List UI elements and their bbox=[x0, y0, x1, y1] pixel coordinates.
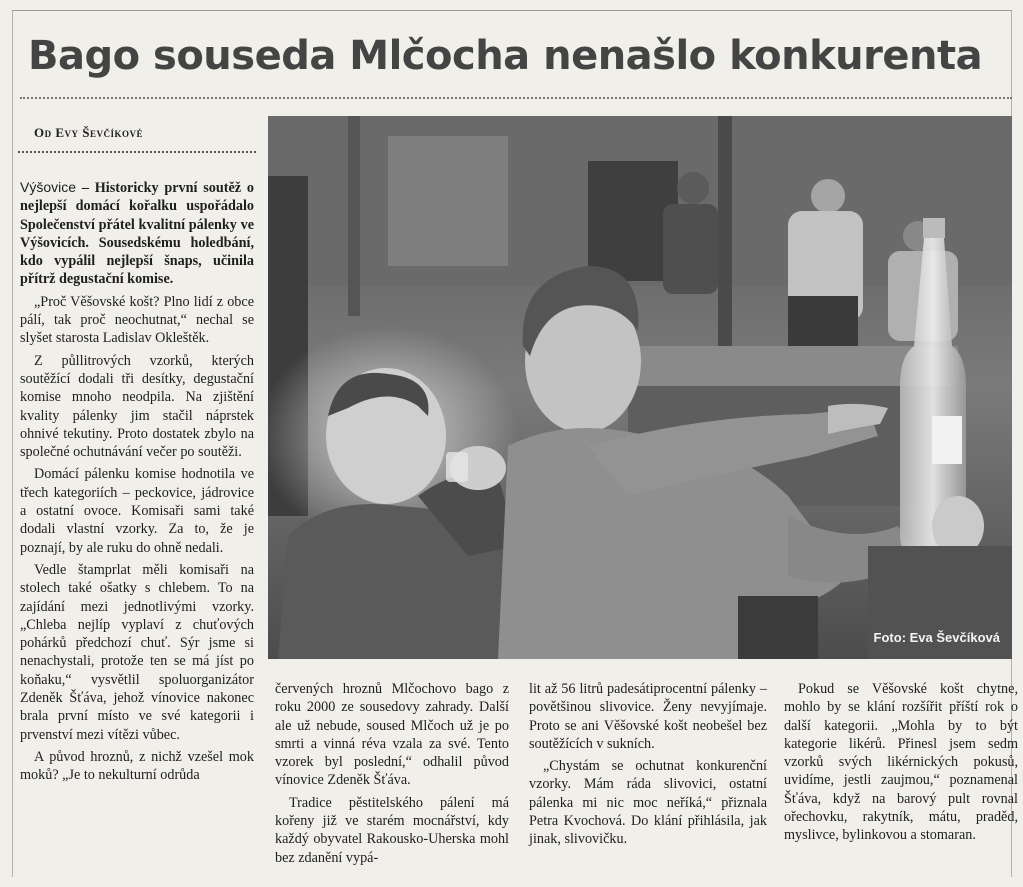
photo-illustration bbox=[268, 116, 1012, 659]
paragraph: Z půllitrových vzorků, kterých soutěžící dodali tři desítky, degustační komise mnoho neodpila. Na zjištění kvality pálenky jim stačil náprstek ohnivé tekutiny. Proto dostatek zbylo na společné ochutnávání večer po soutěži. bbox=[20, 352, 254, 461]
byline: Od Evy Ševčíkové bbox=[34, 125, 144, 140]
byline-rule bbox=[18, 151, 256, 153]
article-column-2 bbox=[275, 680, 509, 871]
paragraph: „Chystám se ochutnat konkurenční vzorky. Mám ráda slivovici, ostatní pálenka mi nic moc neříká,“ přiznala Petra Kvochová. Do klání přihlásila, jak jinak, slivovičku. bbox=[529, 758, 767, 848]
article-column-1 bbox=[20, 178, 254, 789]
photo-credit: Foto: Eva Ševčíková bbox=[873, 630, 1000, 645]
paragraph: Tradice pěstitelského pálení má kořeny již ve starém mocnářství, kdy každý obyvatel Rakousko-Uherska mohl bez zdanění vypá- bbox=[275, 794, 509, 866]
paragraph: „Proč Věšovské košt? Plno lidí z obce pálí, tak proč neochutnat,“ nechal se slyšet starosta Ladislav Okleštěk. bbox=[20, 293, 254, 347]
paragraph: Vedle štamprlat měli komisaři na stolech také ošatky s chlebem. To na zajídání mezi jednotlivými vzorky. „Chleba nejlíp vyplaví z chuťových pohárků předchozí chuť. Sýr jsme si nenachystali, protože ten se má jíst po koňaku,“ vysvětlil spoluorganizátor Zdeněk Šťáva, jehož vínovice nakonec brala první místo ve své kategorii i prvenství mezi vítězi vůbec. bbox=[20, 561, 254, 743]
headline: Bago souseda Mlčocha nenašlo konkurenta bbox=[28, 33, 983, 79]
article-column-3 bbox=[529, 680, 767, 853]
lead-text: – Historicky první soutěž o nejlepší domácí kořalku uspořádalo Společenství přátel kvalitní pálenky ve Výšovicích. Sousedskému holedbání, kdo vypálil nejlepší šnaps, učinila přítrž degustační komise. bbox=[20, 180, 254, 288]
lead-paragraph bbox=[20, 178, 254, 289]
headline-rule bbox=[20, 97, 1012, 99]
article-column-4 bbox=[784, 680, 1018, 849]
paragraph: lit až 56 litrů padesátiprocentní pálenky – povětšinou slivovice. Ženy nevyjímaje. Proto se ani Věšovské košt neobešel bez soutěžících v sukních. bbox=[529, 681, 767, 752]
lead-place: Výšovice bbox=[20, 179, 77, 195]
paragraph: A původ hroznů, z nichž vzešel mok moků? „Je to nekulturní odrůda bbox=[20, 748, 254, 784]
paragraph: Pokud se Věšovské košt chytne, mohlo by se klání rozšířit příští rok o další kategorii. „Mohla by to být kategorie likérů. Přinesl jsem sedm vzorků svých likérnických pokusů, uvidíme, jestli zaujmou,“ poznamenal Šťáva, když na barový pult rovnal ořechovku, rakytník, mátu, praděd, myslivce, bylinkovou a stomaran. bbox=[784, 681, 1018, 844]
article-photo bbox=[268, 116, 1012, 659]
paragraph: červených hroznů Mlčochovo bago z roku 2000 ze sousedovy zahrady. Další ale už nebude, soused Mlčoch už je po smrti a vinná réva vzala za své. Tento vzorek byl poslední,“ odhalil původ vínovice Zdeněk Šťáva. bbox=[275, 681, 509, 789]
paragraph: Domácí pálenku komise hodnotila ve třech kategoriích – peckovice, jádrovice a ostatní ovoce. Komisaři sami také dodali vlastní vzorky. Za to, že je poznají, by ale ruku do ohně nedali. bbox=[20, 466, 254, 556]
